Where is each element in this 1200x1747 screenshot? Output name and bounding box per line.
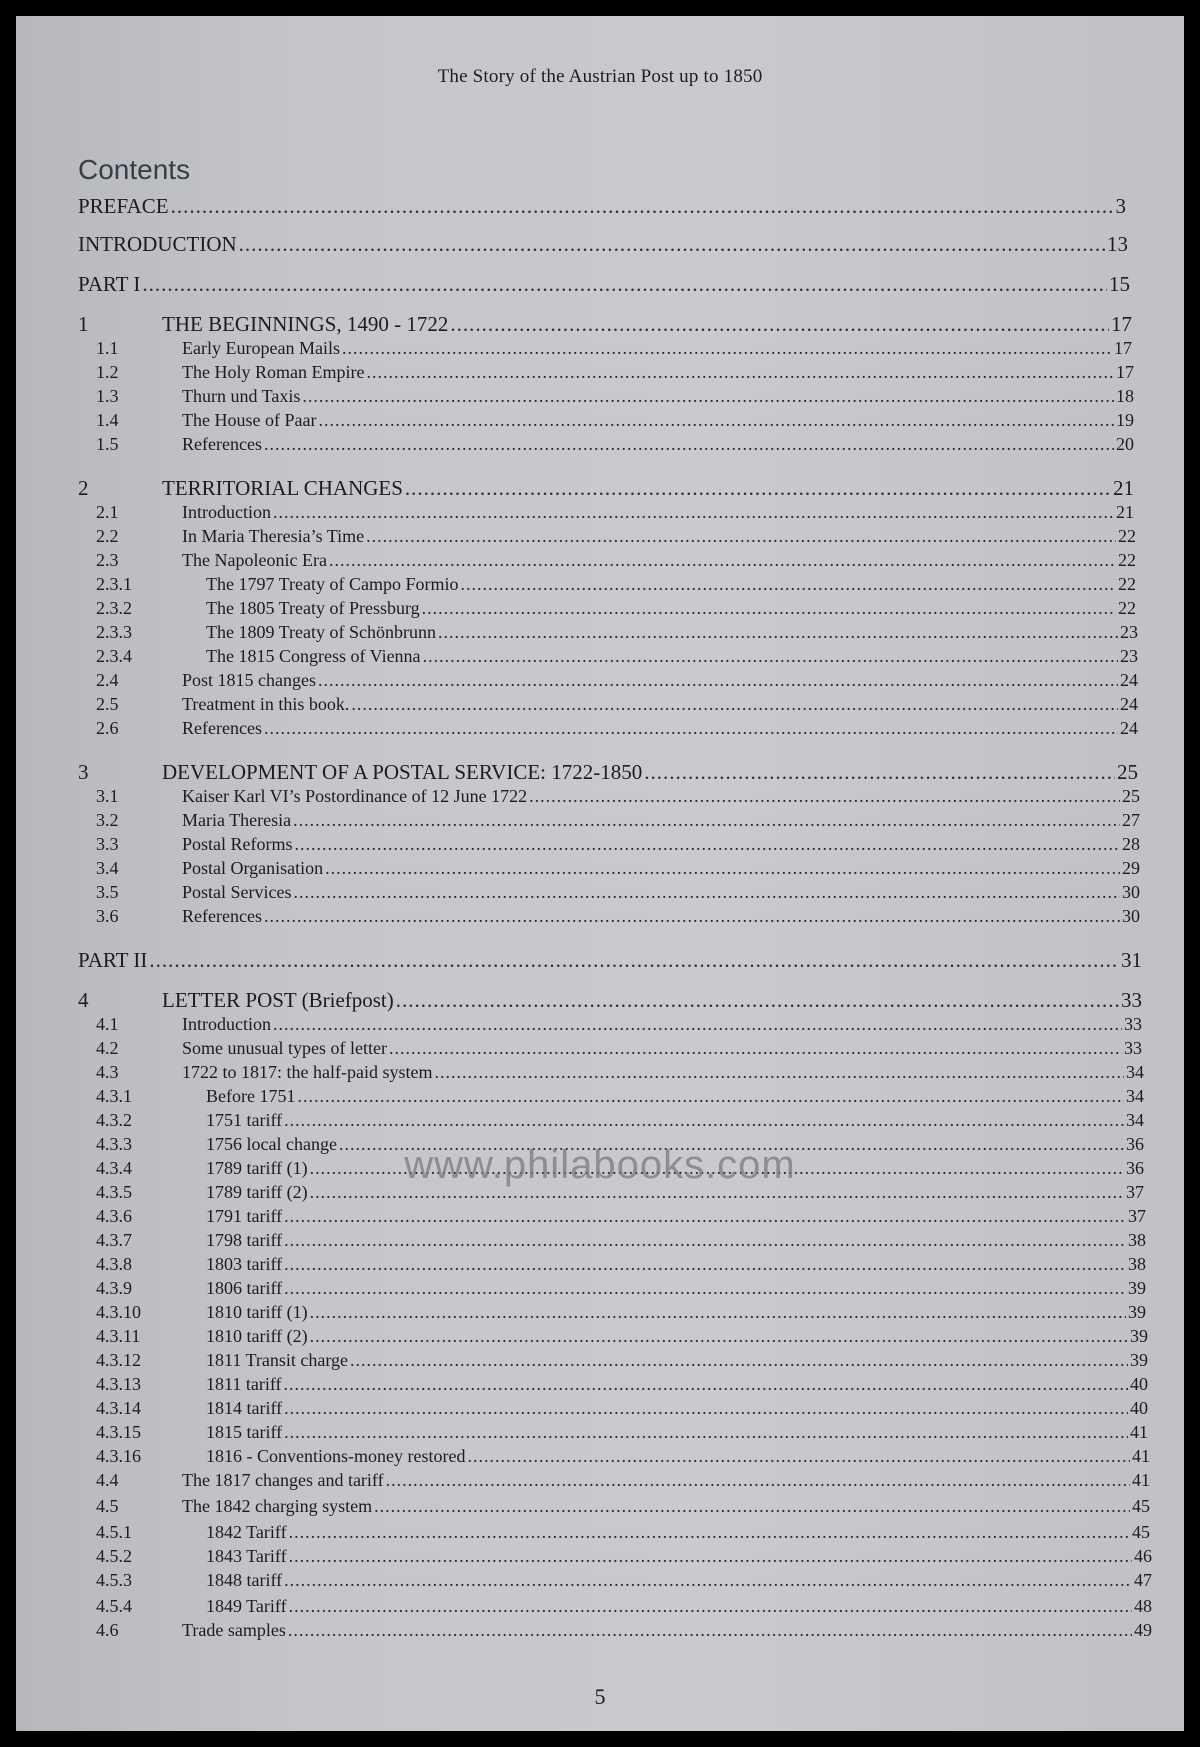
toc-entry-title: The Napoleonic Era (182, 550, 327, 570)
toc-entry-title: Introduction (182, 1014, 271, 1034)
dot-leader (142, 272, 1107, 297)
toc-entry-title: Treatment in this book. (182, 694, 350, 714)
dot-leader (310, 1326, 1128, 1347)
toc-entry-page: 46 (1134, 1546, 1152, 1566)
toc-entry-title: The House of Paar (182, 410, 317, 430)
dot-leader (239, 232, 1105, 257)
toc-entry (96, 1302, 1146, 1323)
toc-entry (96, 1422, 1148, 1443)
dot-leader (284, 1254, 1126, 1275)
toc-entry-page: 45 (1132, 1496, 1150, 1516)
toc-entry (96, 1596, 1152, 1617)
toc-entry (96, 718, 1138, 739)
toc-entry-number: 4.6 (96, 1620, 119, 1640)
dot-leader (325, 858, 1120, 879)
toc-entry (96, 550, 1136, 571)
dot-leader (450, 312, 1109, 337)
toc-entry-title: Kaiser Karl VI’s Postordinance of 12 June 1722 (182, 786, 528, 806)
dot-leader (283, 1374, 1128, 1395)
toc-entry (96, 1278, 1146, 1299)
toc-entry-page: 41 (1130, 1422, 1148, 1442)
toc-entry-page: 48 (1134, 1596, 1152, 1616)
toc-entry-number: 4.2 (96, 1038, 119, 1058)
dot-leader (293, 810, 1120, 831)
toc-entry-title: 1798 tariff (206, 1230, 283, 1250)
toc-entry (96, 810, 1140, 831)
toc-entry-page: 47 (1134, 1570, 1152, 1590)
toc-entry-page: 24 (1120, 718, 1138, 738)
toc-entry-page: 41 (1132, 1446, 1150, 1466)
toc-entry (96, 410, 1134, 431)
dot-leader (386, 1470, 1130, 1491)
toc-entry-page: 19 (1116, 410, 1134, 430)
running-head: The Story of the Austrian Post up to 1850 (437, 66, 763, 87)
toc-entry-page: 20 (1116, 434, 1134, 454)
toc-entry (96, 1570, 1152, 1591)
toc-entry-page: 37 (1128, 1206, 1146, 1226)
toc-entry-title: PART II (78, 948, 148, 972)
dot-leader (396, 988, 1119, 1013)
toc-entry-number: 2.3.1 (96, 574, 132, 594)
toc-entry-page: 17 (1111, 312, 1132, 336)
toc-entry-page: 21 (1116, 502, 1134, 522)
dot-leader (329, 550, 1116, 571)
toc-entry-title: TERRITORIAL CHANGES (162, 476, 403, 500)
toc-entry (96, 858, 1140, 879)
toc-entry-number: 2.1 (96, 502, 119, 522)
toc-entry-number: 4.3.5 (96, 1182, 132, 1202)
toc-entry (96, 526, 1136, 547)
dot-leader (289, 1596, 1132, 1617)
dot-leader (366, 526, 1116, 547)
toc-entry (96, 786, 1140, 807)
toc-entry-page: 45 (1132, 1522, 1150, 1542)
toc-entry-title: References (182, 718, 262, 738)
toc-entry-title: Maria Theresia (182, 810, 292, 830)
dot-leader (422, 598, 1116, 619)
toc-entry (78, 476, 1134, 501)
toc-entry-title: 1810 tariff (1) (206, 1302, 308, 1322)
toc-entry-page: 28 (1122, 834, 1140, 854)
toc-entry-page: 36 (1126, 1134, 1144, 1154)
toc-entry-number: 3.3 (96, 834, 119, 854)
dot-leader (273, 1014, 1122, 1035)
toc-entry-title: The 1817 changes and tariff (182, 1470, 384, 1490)
toc-entry (96, 1446, 1150, 1467)
toc-entry-number: 4 (78, 988, 89, 1012)
toc-entry (96, 906, 1140, 927)
dot-leader (389, 1038, 1122, 1059)
toc-entry-title: Post 1815 changes (182, 670, 316, 690)
toc-entry-title: Postal Services (182, 882, 292, 902)
toc-entry-title: 1789 tariff (2) (206, 1182, 308, 1202)
toc-entry (78, 272, 1130, 297)
toc-entry-page: 41 (1132, 1470, 1150, 1490)
toc-entry-number: 3.5 (96, 882, 119, 902)
toc-entry-page: 39 (1128, 1278, 1146, 1298)
toc-entry-title: 1751 tariff (206, 1110, 283, 1130)
toc-entry (96, 1206, 1146, 1227)
toc-entry-number: 1.2 (96, 362, 119, 382)
toc-entry-number: 4.3.16 (96, 1446, 141, 1466)
toc-entry-title: 1842 Tariff (206, 1522, 287, 1542)
toc-entry (96, 1038, 1142, 1059)
dot-leader (264, 718, 1118, 739)
toc-entry-number: 2.3.3 (96, 622, 132, 642)
toc-entry-title: 1814 tariff (206, 1398, 283, 1418)
toc-entry (96, 574, 1136, 595)
toc-entry-page: 31 (1121, 948, 1142, 972)
toc-entry-page: 25 (1122, 786, 1140, 806)
toc-entry-page: 34 (1126, 1062, 1144, 1082)
toc-entry-title: 1806 tariff (206, 1278, 283, 1298)
toc-entry-page: 37 (1126, 1182, 1144, 1202)
dot-leader (284, 1422, 1128, 1443)
dot-leader (284, 1570, 1132, 1591)
toc-entry-page: 21 (1113, 476, 1134, 500)
toc-entry-page: 18 (1116, 386, 1134, 406)
toc-entry-title: 1789 tariff (1) (206, 1158, 308, 1178)
toc-entry (96, 1086, 1144, 1107)
toc-entry-title: 1815 tariff (206, 1422, 283, 1442)
toc-entry-page: 17 (1116, 362, 1134, 382)
toc-entry-title: 1816 - Conventions-money restored (206, 1446, 466, 1466)
dot-leader (467, 1446, 1130, 1467)
toc-entry-number: 3.1 (96, 786, 119, 806)
toc-entry-number: 4.3.9 (96, 1278, 132, 1298)
toc-entry-number: 4.5 (96, 1496, 119, 1516)
toc-entry-number: 4.5.2 (96, 1546, 132, 1566)
toc-entry-title: References (182, 434, 262, 454)
toc-entry-page: 30 (1122, 906, 1140, 926)
toc-entry-number: 4.3.14 (96, 1398, 141, 1418)
toc-entry (96, 834, 1140, 855)
toc-entry-number: 4.3.15 (96, 1422, 141, 1442)
toc-entry-number: 1.4 (96, 410, 119, 430)
dot-leader (284, 1278, 1126, 1299)
toc-entry-page: 49 (1134, 1620, 1152, 1640)
toc-entry-page: 40 (1130, 1374, 1148, 1394)
toc-entry-title: 1848 tariff (206, 1570, 283, 1590)
toc-entry-number: 4.3.8 (96, 1254, 132, 1274)
dot-leader (644, 760, 1115, 785)
toc-entry-title: 1791 tariff (206, 1206, 283, 1226)
toc-entry (96, 1230, 1146, 1251)
toc-entry-number: 4.5.4 (96, 1596, 132, 1616)
dot-leader (264, 434, 1114, 455)
toc-entry-number: 4.3.13 (96, 1374, 141, 1394)
toc-entry (96, 1254, 1146, 1275)
toc-entry (96, 1398, 1148, 1419)
toc-entry-number: 1.3 (96, 386, 119, 406)
toc-entry-number: 2.3 (96, 550, 119, 570)
toc-entry-number: 4.3.4 (96, 1158, 132, 1178)
toc-entry-page: 22 (1118, 526, 1136, 546)
toc-entry-page: 34 (1126, 1110, 1144, 1130)
toc-entry-title: Postal Reforms (182, 834, 293, 854)
dot-leader (310, 1302, 1126, 1323)
toc-entry-title: THE BEGINNINGS, 1490 - 1722 (162, 312, 449, 336)
toc-entry (96, 694, 1138, 715)
toc-entry-title: 1756 local change (206, 1134, 337, 1154)
dot-leader (284, 1206, 1126, 1227)
toc-entry-page: 23 (1120, 622, 1138, 642)
toc-entry-page: 15 (1109, 272, 1130, 296)
toc-entry-number: 2.3.2 (96, 598, 132, 618)
toc-entry (96, 386, 1134, 407)
toc-entry (96, 646, 1138, 667)
toc-entry-number: 4.3.10 (96, 1302, 141, 1322)
toc-entry (78, 988, 1142, 1013)
toc-entry-number: 4.3 (96, 1062, 119, 1082)
dot-leader (284, 1230, 1126, 1251)
toc-entry-title: PART I (78, 272, 141, 296)
toc-entry (96, 1546, 1152, 1567)
toc-entry-number: 3.6 (96, 906, 119, 926)
dot-leader (529, 786, 1120, 807)
toc-entry-page: 34 (1126, 1086, 1144, 1106)
dot-leader (149, 948, 1119, 973)
toc-entry (96, 1062, 1144, 1083)
toc-entry (96, 598, 1136, 619)
toc-entry-title: The 1797 Treaty of Campo Formio (206, 574, 459, 594)
toc-entry-number: 4.3.11 (96, 1326, 141, 1346)
toc-entry-title: LETTER POST (Briefpost) (162, 988, 394, 1012)
toc-entry (96, 1110, 1144, 1131)
toc-entry-page: 30 (1122, 882, 1140, 902)
toc-entry-number: 2 (78, 476, 89, 500)
toc-entry-page: 36 (1126, 1158, 1144, 1178)
toc-entry-page: 24 (1120, 694, 1138, 714)
toc-entry-number: 2.4 (96, 670, 119, 690)
toc-entry-page: 27 (1122, 810, 1140, 830)
toc-entry-page: 23 (1120, 646, 1138, 666)
toc-entry-number: 1 (78, 312, 89, 336)
toc-entry (96, 670, 1138, 691)
toc-entry-page: 22 (1118, 598, 1136, 618)
dot-leader (318, 670, 1118, 691)
dot-leader (294, 882, 1121, 903)
toc-entry-title: INTRODUCTION (78, 232, 237, 256)
toc-entry-number: 4.3.7 (96, 1230, 132, 1250)
toc-entry (96, 1620, 1152, 1641)
toc-entry (96, 622, 1138, 643)
toc-entry-title: Thurn und Taxis (182, 386, 301, 406)
dot-leader (289, 1546, 1132, 1567)
toc-entry-number: 3 (78, 760, 89, 784)
toc-entry (96, 434, 1134, 455)
toc-entry (78, 232, 1128, 257)
toc-entry-title: DEVELOPMENT OF A POSTAL SERVICE: 1722-1850 (162, 760, 643, 784)
toc-entry-title: 1722 to 1817: the half-paid system (182, 1062, 433, 1082)
dot-leader (351, 694, 1118, 715)
toc-entry-page: 17 (1114, 338, 1132, 358)
toc-entry-title: 1810 tariff (2) (206, 1326, 308, 1346)
dot-leader (318, 410, 1114, 431)
toc-entry-title: 1811 tariff (206, 1374, 282, 1394)
dot-leader (289, 1522, 1130, 1543)
toc-entry-number: 1.1 (96, 338, 119, 358)
dot-leader (405, 476, 1111, 501)
toc-entry (78, 194, 1126, 219)
dot-leader (461, 574, 1117, 595)
toc-entry-title: Early European Mails (182, 338, 340, 358)
dot-leader (366, 362, 1114, 383)
toc-entry-page: 29 (1122, 858, 1140, 878)
table-of-contents (16, 16, 1184, 1731)
dot-leader (284, 1110, 1124, 1131)
toc-entry-number: 2.2 (96, 526, 119, 546)
toc-entry (78, 312, 1132, 337)
toc-entry (96, 1350, 1148, 1371)
dot-leader (171, 194, 1114, 219)
toc-entry (96, 1522, 1150, 1543)
toc-entry (96, 362, 1134, 383)
toc-entry (96, 1470, 1150, 1491)
dot-leader (284, 1398, 1128, 1419)
toc-entry-title: The 1842 charging system (182, 1496, 373, 1516)
toc-entry (96, 1326, 1148, 1347)
dot-leader (302, 386, 1114, 407)
toc-entry-title: References (182, 906, 262, 926)
dot-leader (438, 622, 1118, 643)
toc-entry-title: Some unusual types of letter (182, 1038, 387, 1058)
toc-entry-number: 4.3.3 (96, 1134, 132, 1154)
toc-entry (96, 502, 1134, 523)
toc-entry-number: 1.5 (96, 434, 119, 454)
dot-leader (350, 1350, 1128, 1371)
toc-entry-page: 24 (1120, 670, 1138, 690)
dot-leader (297, 1086, 1124, 1107)
toc-entry-number: 2.3.4 (96, 646, 132, 666)
toc-entry-page: 39 (1130, 1326, 1148, 1346)
toc-entry-title: 1849 Tariff (206, 1596, 287, 1616)
toc-entry-title: Trade samples (182, 1620, 286, 1640)
toc-entry (96, 1014, 1142, 1035)
toc-entry (96, 882, 1140, 903)
toc-entry (96, 1374, 1148, 1395)
dot-leader (434, 1062, 1124, 1083)
toc-entry-title: Before 1751 (206, 1086, 296, 1106)
toc-entry (78, 760, 1138, 785)
dot-leader (423, 646, 1118, 667)
toc-entry-number: 4.3.6 (96, 1206, 132, 1226)
toc-entry-number: 4.3.12 (96, 1350, 141, 1370)
toc-entry-number: 3.4 (96, 858, 119, 878)
toc-entry-number: 2.6 (96, 718, 119, 738)
toc-entry-page: 40 (1130, 1398, 1148, 1418)
toc-entry-page: 22 (1118, 550, 1136, 570)
toc-entry-title: The 1805 Treaty of Pressburg (206, 598, 420, 618)
toc-entry-number: 4.5.3 (96, 1570, 132, 1590)
toc-entry-page: 38 (1128, 1230, 1146, 1250)
toc-entry-number: 2.5 (96, 694, 119, 714)
toc-entry-title: 1803 tariff (206, 1254, 283, 1274)
toc-entry-title: The 1809 Treaty of Schönbrunn (206, 622, 436, 642)
toc-entry-title: 1843 Tariff (206, 1546, 287, 1566)
toc-entry-number: 4.1 (96, 1014, 119, 1034)
toc-entry-page: 38 (1128, 1254, 1146, 1274)
toc-entry-page: 13 (1107, 232, 1128, 256)
toc-entry-page: 33 (1121, 988, 1142, 1012)
toc-entry-title: The 1815 Congress of Vienna (206, 646, 421, 666)
toc-entry-title: Postal Organisation (182, 858, 324, 878)
contents-heading: Contents (78, 154, 191, 185)
toc-entry (78, 948, 1142, 973)
toc-entry (96, 338, 1132, 359)
toc-entry-page: 33 (1124, 1038, 1142, 1058)
toc-entry-title: Introduction (182, 502, 271, 522)
toc-entry-number: 4.3.1 (96, 1086, 132, 1106)
dot-leader (295, 834, 1121, 855)
dot-leader (374, 1496, 1130, 1517)
dot-leader (273, 502, 1114, 523)
toc-entry-number: 3.2 (96, 810, 119, 830)
toc-entry-number: 4.4 (96, 1470, 119, 1490)
toc-entry-page: 33 (1124, 1014, 1142, 1034)
toc-entry-number: 4.5.1 (96, 1522, 132, 1542)
toc-entry-page: 22 (1118, 574, 1136, 594)
toc-entry-page: 3 (1115, 194, 1126, 218)
toc-entry-page: 39 (1128, 1302, 1146, 1322)
toc-entry-page: 39 (1130, 1350, 1148, 1370)
toc-entry-title: The Holy Roman Empire (182, 362, 365, 382)
toc-entry-page: 25 (1117, 760, 1138, 784)
watermark: www.philabooks.com (404, 1143, 796, 1187)
dot-leader (264, 906, 1120, 927)
book-page (16, 16, 1184, 1731)
dot-leader (288, 1620, 1132, 1641)
page-number: 5 (594, 1684, 606, 1709)
toc-entry-title: PREFACE (78, 194, 169, 218)
toc-entry (96, 1496, 1150, 1517)
dot-leader (342, 338, 1112, 359)
toc-entry-title: In Maria Theresia’s Time (182, 526, 365, 546)
toc-entry-title: 1811 Transit charge (206, 1350, 348, 1370)
toc-entry-number: 4.3.2 (96, 1110, 132, 1130)
